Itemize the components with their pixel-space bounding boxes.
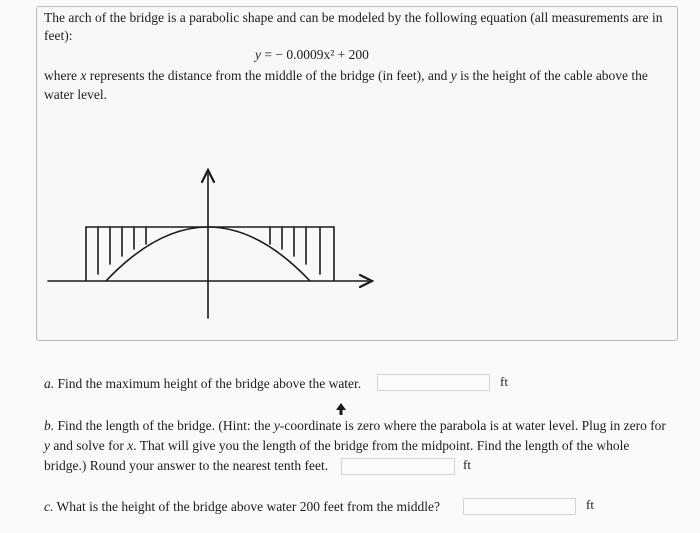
answer-a-input[interactable]	[377, 374, 490, 391]
question-b-var-x: x	[127, 438, 134, 453]
intro-line: The arch of the bridge is a parabolic shape and can be modeled by the following equation (all measurements are in feet):	[44, 10, 663, 43]
answer-b-unit: ft	[463, 457, 471, 472]
where-var-x: x	[80, 68, 87, 83]
bridge-equation	[255, 47, 369, 63]
question-c-label: c.	[44, 499, 54, 514]
where-text-2: represents the distance from the middle of the bridge (in feet), and	[86, 68, 451, 83]
question-b-label: b.	[44, 418, 55, 433]
question-c	[44, 497, 440, 517]
question-a-label: a.	[44, 376, 55, 391]
mouse-cursor-icon	[336, 403, 346, 415]
answer-c-input[interactable]	[463, 498, 576, 515]
equation-lhs: y	[255, 47, 261, 62]
question-a-text: Find the maximum height of the bridge above the water.	[54, 376, 362, 391]
answer-a-unit: ft	[500, 374, 508, 389]
question-c-text: What is the height of the bridge above water 200 feet from the middle?	[53, 499, 440, 514]
question-a	[44, 374, 361, 394]
question-b-var-y: y	[273, 418, 280, 433]
equation-rhs: = − 0.0009x² + 200	[261, 47, 369, 62]
answer-c-unit: ft	[586, 497, 594, 512]
answer-b-input[interactable]	[341, 458, 455, 475]
question-b-text-1: Find the length of the bridge. (Hint: the	[54, 418, 274, 433]
where-text-1: where	[44, 68, 81, 83]
where-text-3: is the height of the cable above the water level.	[44, 68, 648, 102]
bridge-diagram	[40, 150, 400, 330]
where-var-y: y	[450, 68, 457, 83]
question-b-text-3: and solve for	[50, 438, 128, 453]
question-b-text-4: . That will give you the length of the bridge from the midpoint. Find the length of the whole bridge.) Round your answer to the nearest tenth feet.	[44, 438, 630, 473]
intro-text	[44, 9, 670, 45]
question-b-text-2: -coordinate is zero where the parabola is at water level. Plug in zero for	[279, 418, 666, 433]
question-b-var-y2: y	[44, 438, 50, 453]
variable-description	[44, 66, 670, 104]
